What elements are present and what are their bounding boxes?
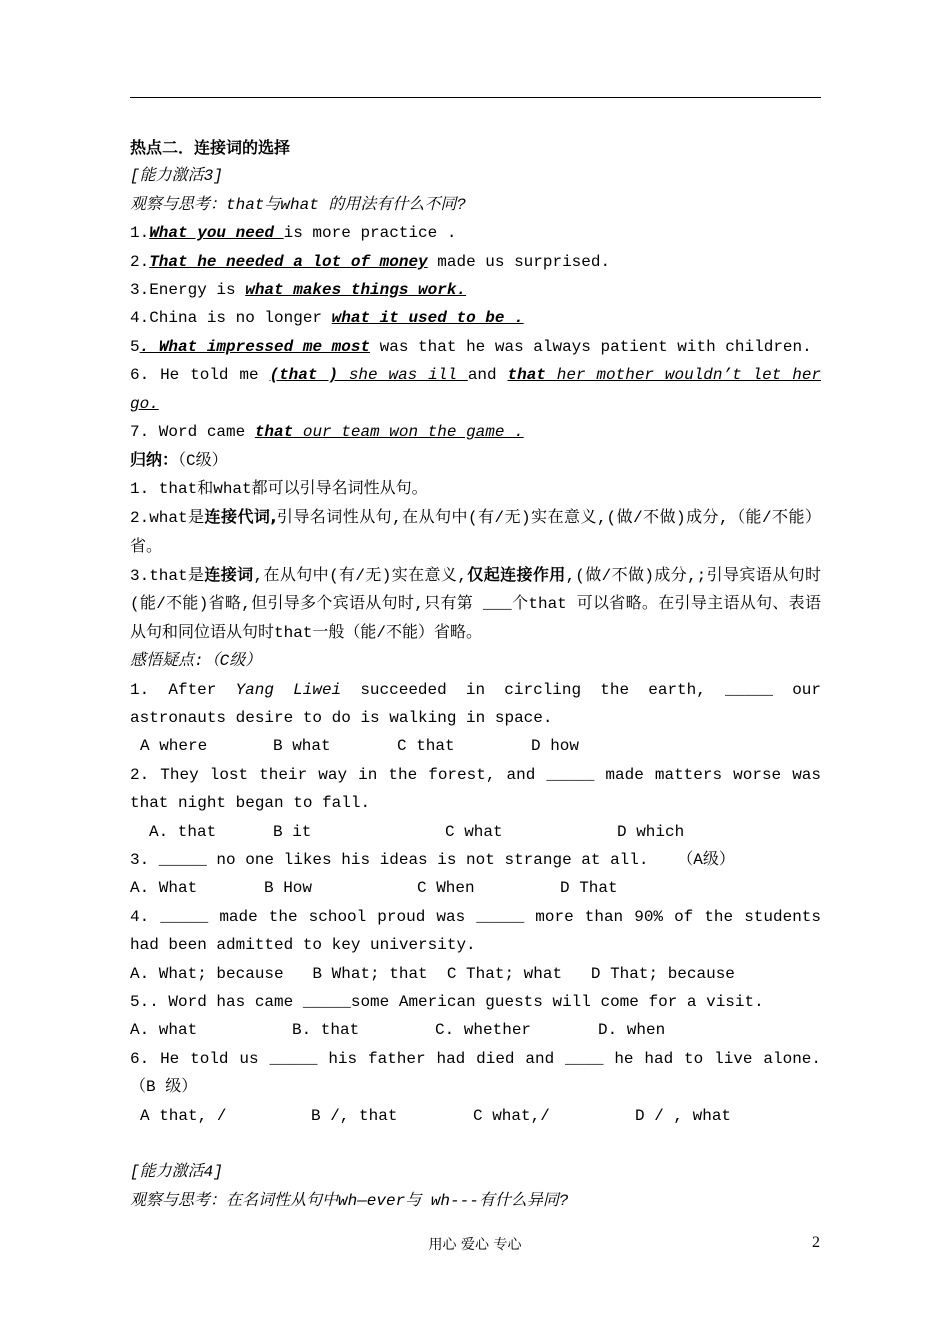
question-5-options: A. what B. that C. whether D. when [130,1021,666,1040]
header-rule [130,97,821,98]
doubt-heading: 感悟疑点:（C级） [130,652,262,671]
document-body [130,134,821,1215]
question-4: 4. _____ made the school proud was _____ more than 90% of the students had been admitted to key university. [130,907,821,955]
question-2-options: A. that B it C what D which [149,822,685,841]
summary-heading: 归纳：（C级） [130,450,228,471]
example-5: 5. What impressed me most was that he was always patient with children. [130,337,812,356]
question-3: 3. _____ no one likes his ideas is not strange at all. （A级） [130,850,735,869]
footer-motto: 用心 爱心 专心 [428,1237,522,1253]
example-3: 3.Energy is what makes things work. [130,280,467,299]
activation-label-3: [能力激活3] [130,167,223,186]
observe-prompt-1: 观察与思考：that与what 的用法有什么不同? [130,195,467,214]
summary-item-2: 2.what是连接代词,引导名词性从句,在从句中(有/无)实在意义,(做/不做)成分,（能/不能）省。 [130,507,821,556]
observe-prompt-2: 观察与思考：在名词性从句中wh—ever与 wh---有什么异同? [130,1191,569,1210]
spacer [130,1130,821,1158]
example-6: 6. He told me (that ) she was ill and that her mother wouldn’t let her go. [130,366,822,413]
activation-label-4: [能力激活4] [130,1163,223,1182]
page-number: 2 [812,1234,820,1251]
example-4: 4.China is no longer what it used to be . [130,309,524,328]
question-3-options: A. What B How C When D That [130,879,618,898]
example-7: 7. Word came that our team won the game . [130,422,524,441]
example-2: 2.That he needed a lot of money made us surprised. [130,252,611,271]
question-5: 5.. Word has came _____some American guests will come for a visit. [130,992,764,1011]
question-6: 6. He told us _____ his father had died and ____ he had to live alone.（B 级） [130,1049,821,1097]
summary-item-3: 3.that是连接词,在从句中(有/无)实在意义,仅起连接作用,(做/不做)成分,;引导宾语从句时(能/不能)省略,但引导多个宾语从句时,只有第 ___个that 可以省略。在引导主语从句、表语从句和同位语从句时that一般（能/不能）省略。 [130,564,821,642]
section-heading: 热点二．连接词的选择 [130,138,291,157]
question-6-options: A that, / B /, that C what,/ D / , what [140,1106,732,1125]
question-1: 1. After Yang Liwei succeeded in circling the earth, _____ our astronauts desire to do is walking in space. [130,680,822,727]
question-2: 2. They lost their way in the forest, and _____ made matters worse was that night began to fall. [130,765,821,813]
example-1: 1.What you need is more practice . [130,224,457,243]
summary-item-1: 1. that和what都可以引导名词性从句。 [130,479,428,498]
question-1-options: A where B what C that D how [140,737,580,756]
question-4-options: A. What; because B What; that C That; what D That; because [130,964,735,983]
